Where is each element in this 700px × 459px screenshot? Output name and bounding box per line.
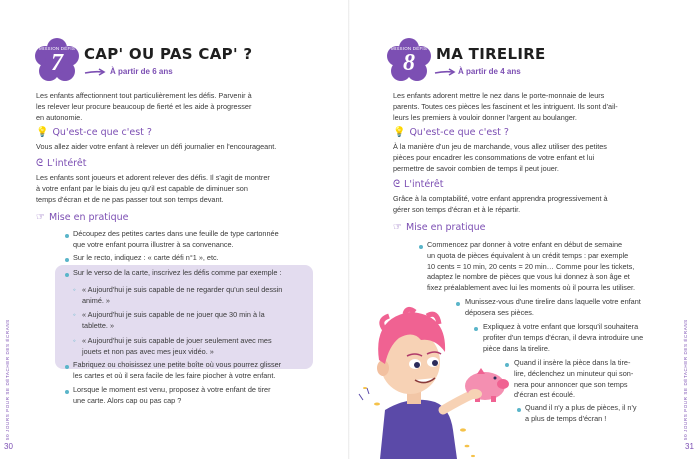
section-heading xyxy=(36,158,86,169)
text-line: tablette. » xyxy=(82,320,115,330)
text-line: Les enfants sont joueurs et adorent relever des défis. Il s'agit de montrer xyxy=(36,173,270,182)
text-line: Expliquez à votre enfant que lorsqu'il souhaitera xyxy=(483,322,639,331)
text-line: Vous allez aider votre enfant à relever un défi journalier en l'encourageant. xyxy=(36,142,277,151)
section-title: Qu'est-ce que c'est ? xyxy=(52,127,152,138)
sub-bullet: ◦ xyxy=(73,310,76,319)
text-line: nera pour annoncer que son temps xyxy=(514,379,628,389)
bullet-dot xyxy=(419,245,423,249)
text-line: animé. » xyxy=(82,295,110,305)
text-line: Les enfants adorent mettre le nez dans le porte-monnaie de leurs xyxy=(393,91,605,100)
text-line: d'écran est écoulé. xyxy=(514,390,576,400)
text-line: temps d'écran et de ne pas passer tout son temps devant. xyxy=(36,194,224,204)
bullet-dot xyxy=(65,234,69,238)
section-title: Mise en pratique xyxy=(405,222,486,233)
bullet-dot xyxy=(65,258,69,262)
page-number: 31 xyxy=(685,442,694,451)
section-title: Mise en pratique xyxy=(48,212,129,223)
text-line: parents. Toutes ces pièces les fascinent et les intriguent. Ils sont d'ail- xyxy=(393,101,618,111)
text-line: À la manière d'un jeu de marchande, vous allez utiliser des petites xyxy=(393,142,607,151)
badge-number: 8 xyxy=(403,50,415,76)
text-line: que votre enfant pourra illustrer à sa convenance. xyxy=(73,239,234,249)
badge-number: 7 xyxy=(51,50,63,76)
section-heading xyxy=(36,212,129,223)
text-line: « Aujourd'hui je suis capable de jouer seulement avec mes xyxy=(82,336,272,345)
ear-icon: ᘓ xyxy=(393,179,401,190)
text-line: a plus de temps d'écran ! xyxy=(525,413,607,423)
text-line: profiter d'un temps d'écran, il devra introduire une xyxy=(483,332,644,342)
bullet-dot xyxy=(517,408,521,412)
list-item xyxy=(73,385,323,407)
text-line: leurs les premiers à vouloir donner l'argent au boulanger. xyxy=(393,112,577,122)
text-line: pièces pour encadrer les consommations de votre enfant et lui xyxy=(393,152,595,162)
section-text xyxy=(36,142,316,153)
bullet-dot xyxy=(65,390,69,394)
text-line: Découpez des petites cartes dans une feuille de type cartonnée xyxy=(73,229,279,238)
list-item xyxy=(82,310,307,332)
boy-piggy-bank-illustration xyxy=(355,290,515,459)
text-line: « Aujourd'hui je suis capable de ne regarder qu'un seul dessin xyxy=(82,285,283,294)
text-line: Quand il insère la pièce dans la tire- xyxy=(514,358,631,367)
running-title: 50 JOURS POUR SE DÉTACHER DES ÉCRANS xyxy=(683,319,688,440)
section-text xyxy=(393,142,673,174)
lightbulb-icon: 💡 xyxy=(36,127,49,138)
text-line: Les enfants affectionnent tout particulièrement les défis. Parvenir à xyxy=(36,91,252,100)
section-heading xyxy=(393,127,509,138)
list-item xyxy=(82,336,307,358)
text-line: les relever leur procure beaucoup de fierté et les aide à progresser xyxy=(36,101,252,111)
text-line: Commencez par donner à votre enfant en début de semaine xyxy=(427,240,623,249)
list-item xyxy=(73,229,323,251)
bullet-dot xyxy=(65,365,69,369)
text-line: Munissez-vous d'une tirelire dans laquelle votre enfant xyxy=(465,297,641,306)
mission-badge xyxy=(34,38,80,84)
text-line: Quand il n'y a plus de pièces, il n'y xyxy=(525,403,637,412)
text-line: « Aujourd'hui je suis capable de ne jouer que 30 min à la xyxy=(82,310,265,319)
page-title: CAP' OU PAS CAP' ? xyxy=(84,45,253,63)
page-number: 30 xyxy=(4,442,13,451)
badge-label: MISSION DÉFIS xyxy=(390,46,428,51)
text-line: en autonomie. xyxy=(36,112,83,122)
text-line: lire, déclenchez un minuteur qui son- xyxy=(514,368,634,378)
text-line: fixez préalablement avec lui les moments où il pourra les utiliser. xyxy=(427,283,636,293)
intro-paragraph xyxy=(393,91,673,123)
list-item xyxy=(525,403,675,425)
bullet-dot xyxy=(65,273,69,277)
section-title: L'intérêt xyxy=(404,179,444,190)
age-label: À partir de 4 ans xyxy=(458,67,521,76)
lightbulb-icon: 💡 xyxy=(393,127,406,138)
badge-label: MISSION DÉFIS xyxy=(38,46,76,51)
text-line: 10 cents = 10 min, 20 cents = 20 min… Comme pour les tickets, xyxy=(427,261,635,271)
text-line: Lorsque le moment est venu, proposez à votre enfant de tirer xyxy=(73,385,271,394)
text-line: Grâce à la comptabilité, votre enfant apprendra progressivement à xyxy=(393,194,608,203)
section-title: Qu'est-ce que c'est ? xyxy=(409,127,509,138)
ear-icon: ᘓ xyxy=(36,158,44,169)
intro-paragraph xyxy=(36,91,316,123)
list-item xyxy=(427,240,677,294)
text-line: Fabriquez ou choisissez une petite boîte où vous pourrez glisser xyxy=(73,360,282,369)
section-title: L'intérêt xyxy=(47,158,87,169)
list-item xyxy=(73,360,323,382)
arrow-icon xyxy=(84,68,106,76)
arrow-icon xyxy=(434,68,456,76)
list-item xyxy=(73,268,313,279)
list-item xyxy=(73,253,323,264)
text-line: à votre enfant par le biais du jeu qu'il est capable de diminuer son xyxy=(36,183,248,193)
text-line: les cartes et où il sera facile de les faire piocher à votre enfant. xyxy=(73,370,276,380)
list-item xyxy=(82,285,307,307)
section-heading xyxy=(36,127,152,138)
pointing-hand-icon: ☞ xyxy=(36,212,45,223)
pointing-hand-icon: ☞ xyxy=(393,222,402,233)
sub-bullet: ◦ xyxy=(73,336,76,345)
text-line: jouets et non pas avec mes jeux vidéo. » xyxy=(82,346,214,356)
text-line: permettre de savoir combien de temps il peut jouer. xyxy=(393,163,559,173)
text-line: pièce dans la tirelire. xyxy=(483,343,550,353)
section-text xyxy=(393,194,673,216)
text-line: une carte. Alors cap ou pas cap ? xyxy=(73,395,182,405)
list-item xyxy=(514,358,674,401)
running-title: 50 JOURS POUR SE DÉTACHER DES ÉCRANS xyxy=(5,319,10,440)
text-line: gérer son temps d'écran et à le répartir. xyxy=(393,204,521,214)
section-heading xyxy=(393,179,443,190)
mission-badge xyxy=(386,38,432,84)
text-line: Sur le recto, indiquez : « carte défi n°1 », etc. xyxy=(73,253,219,262)
section-heading xyxy=(393,222,486,233)
text-line: adaptez le nombre de pièces que vous lui donnez à son âge et xyxy=(427,272,630,282)
sub-bullet: ◦ xyxy=(73,285,76,294)
text-line: un quota de pièces équivalent à un crédit temps : par exemple xyxy=(427,250,629,260)
section-text xyxy=(36,173,316,205)
age-label: À partir de 6 ans xyxy=(110,67,173,76)
text-line: Sur le verso de la carte, inscrivez les défis comme par exemple : xyxy=(73,268,282,277)
page-title: MA TIRELIRE xyxy=(436,45,546,63)
text-line: déposera ses pièces. xyxy=(465,307,534,317)
